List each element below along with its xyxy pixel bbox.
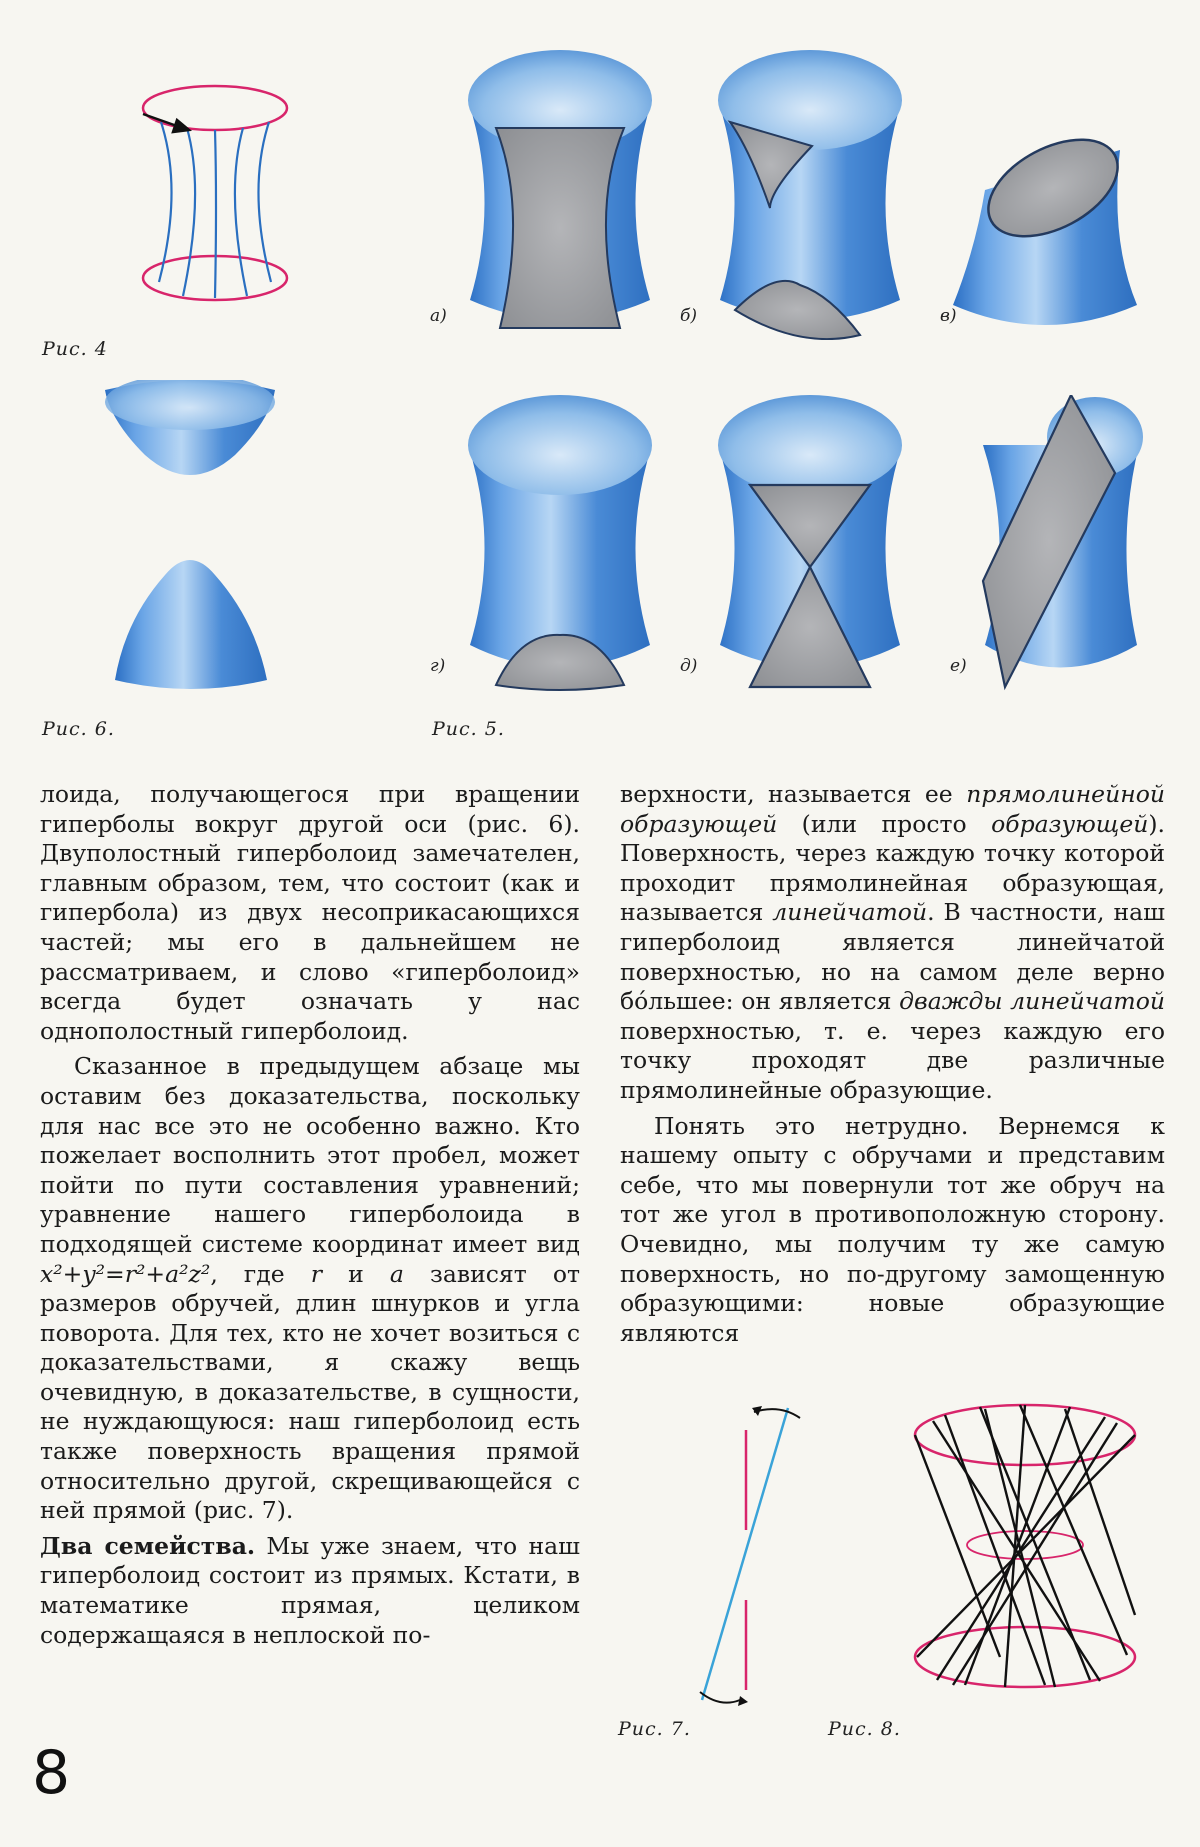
left-paragraph-3: Два семейства. Мы уже знаем, что наш гиперболоид состоит из прямых. Кстати, в математике прямая, целиком содержащаяся в неплоской по- xyxy=(40,1531,580,1649)
figure-4-hyperboloid-wire xyxy=(125,70,305,320)
fig5-label-v: в) xyxy=(940,306,957,326)
figure-5d-hyperboloid-section xyxy=(710,395,910,695)
fig8-caption: Рис. 8. xyxy=(828,1718,901,1740)
fig5-label-d: д) xyxy=(680,656,698,676)
figure-6-two-sheet-hyperboloid xyxy=(95,380,285,690)
figure-7-rotating-line xyxy=(690,1400,820,1710)
fig7-caption: Рис. 7. xyxy=(618,1718,691,1740)
fig5-label-g: г) xyxy=(430,656,446,676)
fig5-label-b: б) xyxy=(680,306,698,326)
left-paragraph-1: лоида, получающегося при вращении гиперболы вокруг другой оси (рис. 6). Двуполостный гиперболоид замечателен, главным образом, тем, что состоит (как и гипербола) из двух несоприкасающихся частей; мы его в дальнейшем не рассматриваем, и слово «гиперболоид» всегда будет означать у нас однополостный гиперболоид. xyxy=(40,780,580,1045)
fig6-caption: Рис. 6. xyxy=(42,718,115,740)
hyperboloid-equation: x²+y²=r²+a²z² xyxy=(40,1259,211,1288)
section-heading-two-families: Два семейства. xyxy=(40,1531,256,1560)
figure-5v-hyperboloid-section xyxy=(945,130,1145,340)
right-paragraph-1: верхности, называется ее прямолинейной образующей (или просто образующей). Поверхность, через каждую точку которой проходит прямолинейная образующая, называется линейчатой. В частности, наш гиперболоид является линейчатой поверхностью, но на самом деле верно бóльшее: он является дважды линейчатой поверхностью, т. е. через каждую его точку проходят две различные прямолинейные образующие. xyxy=(620,780,1165,1104)
page-number: 8 xyxy=(32,1738,71,1808)
left-paragraph-2: Сказанное в предыдущем абзаце мы оставим без доказательства, поскольку для нас все это не особенно важно. Кто пожелает восполнить этот пробел, может пойти по пути составления уравнений; уравнение нашего гиперболоида в подходящей системе координат имеет вид x²+y²=r²+a²z², где r и a зависят от размеров обручей, длин шнурков и угла поворота. Для тех, кто не хочет возиться с доказательствами, я скажу вещь очевидную, в доказательстве, в сущности, не нуждающуюся: наш гиперболоид есть также поверхность вращения прямой относительно другой, скрещивающейся с ней прямой (рис. 7). xyxy=(40,1052,580,1525)
fig5-label-e: е) xyxy=(950,656,967,676)
figure-5g-hyperboloid-section xyxy=(460,395,660,695)
left-column xyxy=(40,780,580,1650)
figure-5e-hyperboloid-section xyxy=(975,395,1145,695)
fig4-caption: Рис. 4 xyxy=(42,338,108,360)
figure-5a-hyperboloid-section xyxy=(460,50,660,340)
figure-8-doubly-ruled-hyperboloid xyxy=(905,1395,1145,1695)
fig5-label-a: а) xyxy=(430,306,447,326)
fig5-caption: Рис. 5. xyxy=(432,718,505,740)
right-column xyxy=(620,780,1165,1348)
right-paragraph-2: Понять это нетрудно. Вернемся к нашему опыту с обручами и представим себе, что мы повернули тот же обруч на тот же угол в противоположную сторону. Очевидно, мы получим ту же самую поверхность, но по-другому замощенную образующими: новые образующие являются xyxy=(620,1111,1165,1347)
figure-5b-hyperboloid-section xyxy=(710,50,910,340)
